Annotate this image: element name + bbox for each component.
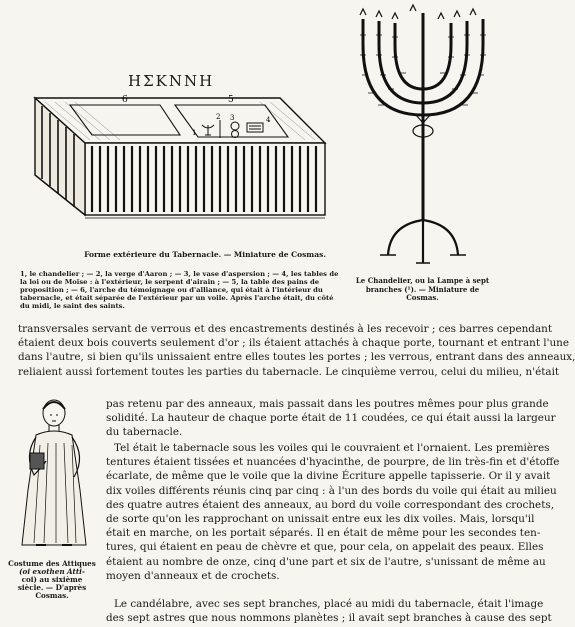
text-line: transversales servant de verrous et des encastrements destinés à les recevoir ; ces barres cependant	[18, 323, 553, 335]
ark-caption-line: tabernacle, et était séparée de l'extérieur par un voile. Après l'arche était, du côté	[20, 294, 334, 302]
text-line: des quatre autres étaient des anneaux, au bord du voile correspondant des crochets,	[106, 498, 555, 511]
costume-caption-line: siècle. — D'après	[17, 583, 87, 592]
ark-caption-body	[20, 270, 340, 310]
text-line: solidité. La hauteur de chaque porte était de 11 coudées, ce qui était aussi la largeur	[106, 412, 556, 425]
text-line: écarlate, de même que le voile que la divine Écriture appelle tapisserie. Or il y avait	[106, 470, 551, 483]
text-line: des sept astres que nous nommons planètes ; il avait sept branches à cause des sept	[106, 612, 552, 625]
text-line: étaient deux bois couverts seulement d'or ; ils étaient attachés à chaque porte, tournant et entrant l'une	[18, 337, 570, 350]
costume-caption-line: (oi exothen Atti-	[19, 567, 85, 576]
body-paragraph	[106, 597, 552, 625]
ark-item-number: 2	[216, 113, 221, 121]
body-paragraph	[106, 397, 556, 440]
ark-caption-line: du midi, le saint des saints.	[20, 302, 125, 310]
text-line: pas retenu par des anneaux, mais passait dans les poutres mêmes pour plus grande	[106, 398, 549, 410]
body-paragraph	[18, 322, 575, 379]
text-line: Tel était le tabernacle sous les voiles qui le couvraient et l'ornaient. Les premières	[114, 442, 550, 454]
costume-caption-line: Cosmas.	[35, 591, 69, 600]
tabernacle-illustration	[30, 80, 340, 245]
costume-illustration	[6, 395, 102, 555]
costume-caption	[0, 560, 104, 600]
text-line: dix voiles différents réunis cinq par cinq : à l'un des bords du voile qui était au milieu	[106, 484, 557, 497]
text-line: de sorte qu'on les rapprochant on unissait entre eux les dix voiles. Mais, lorsqu'il	[106, 513, 535, 526]
text-line: Le candélabre, avec ses sept branches, placé au midi du tabernacle, était l'image	[114, 598, 544, 610]
lamp-caption-line: Le Chandelier, ou la Lampe à sept	[355, 276, 490, 285]
ark-caption-line: proposition ; — 6, l'arche du témoignage ou d'alliance, qui était à l'intérieur du	[20, 286, 323, 294]
text-line: était en marche, on les portait séparés. Il en était de même pour les secondes ten-	[106, 527, 541, 540]
ark-item-number: 4	[266, 116, 271, 124]
ark-lid-number: 5	[228, 95, 234, 105]
lamp-caption	[350, 277, 495, 303]
text-line: étaient au nombre de onze, cinq d'une part et six de l'autre, s'unissant de même au	[106, 555, 546, 568]
ark-caption-line: la loi ou de Moïse : à l'extérieur, le serpent d'airain ; — 5, la table des pains de	[20, 278, 320, 286]
lamp-caption-line: branches (¹). — Miniature de Cosmas.	[365, 284, 480, 302]
text-line: tures, qui étaient en peau de chèvre et que, pour cela, on appelait des peaux. Elles	[106, 541, 544, 554]
ark-caption-title: Forme extérieure du Tabernacle. — Miniature de Cosmas.	[84, 250, 326, 259]
ark-caption-line: 1, le chandelier ; — 2, la verge d'Aaron ; — 3, le vase d'aspersion ; — 4, les tables de	[20, 270, 339, 278]
text-line: dans l'autre, si bien qu'ils unissaient entre elles toutes les portes ; les verrous, entrant dans des anneaux,	[18, 351, 575, 364]
text-line: moyen d'anneaux et de crochets.	[106, 569, 280, 582]
ark-inscription: ΗΣΚΝΝΗ	[128, 72, 215, 90]
ark-lid-number: 6	[122, 95, 128, 105]
text-line: du tabernacle.	[106, 426, 183, 439]
candelabra-illustration	[350, 5, 498, 273]
body-paragraph	[106, 441, 560, 583]
text-line: reliaient aussi fortement toutes les parties du tabernacle. Le cinquième verrou, celui du milieu, n'était	[18, 365, 560, 378]
ark-item-number: 1	[192, 129, 197, 137]
costume-caption-line: Costume des Attiques	[8, 559, 96, 568]
ark-item-number: 3	[230, 114, 235, 122]
costume-caption-line: coi) au sixième	[21, 575, 83, 584]
text-line: tentures étaient tissées et nuancées d'hyacinthe, de pourpre, de lin très-fin et d'étoffe	[106, 456, 560, 469]
